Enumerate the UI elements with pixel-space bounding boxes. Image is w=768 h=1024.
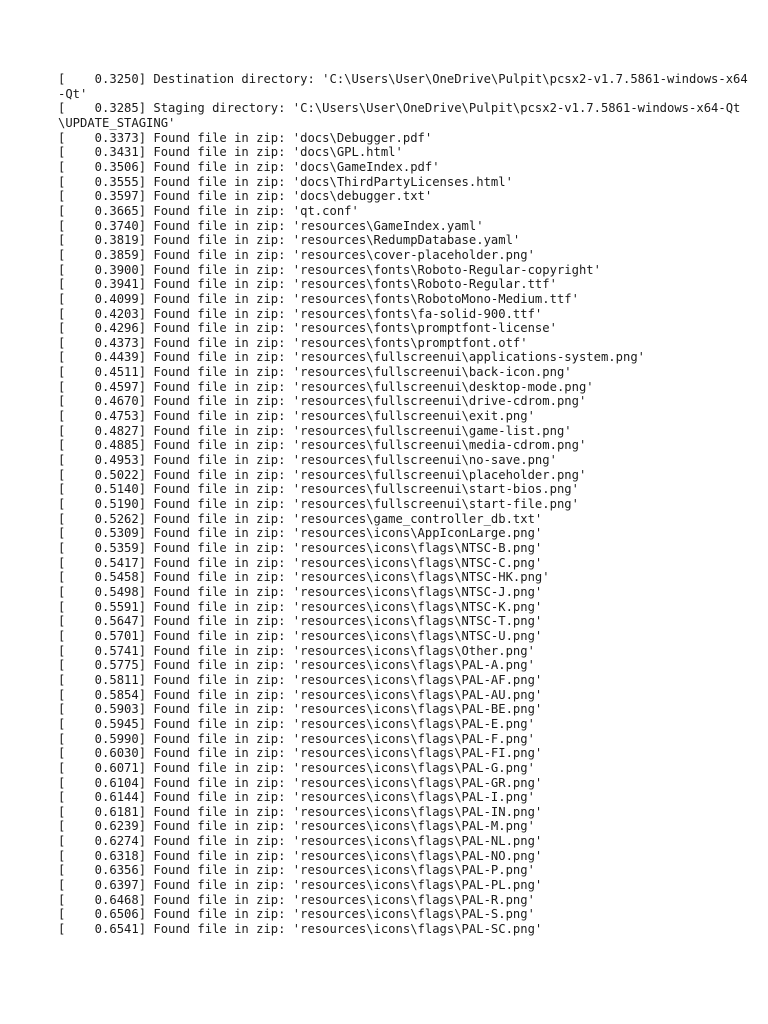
log-line: [ 0.5458] Found file in zip: 'resources\icons\flags\NTSC-HK.png' <box>58 570 550 585</box>
log-line: [ 0.4885] Found file in zip: 'resources\fullscreenui\media-cdrom.png' <box>58 438 587 453</box>
log-line: [ 0.6274] Found file in zip: 'resources\icons\flags\PAL-NL.png' <box>58 834 543 849</box>
log-line: [ 0.5647] Found file in zip: 'resources\icons\flags\NTSC-T.png' <box>58 614 543 629</box>
log-line: [ 0.5990] Found file in zip: 'resources\icons\flags\PAL-F.png' <box>58 731 535 746</box>
log-output <box>58 72 748 937</box>
log-line: [ 0.4099] Found file in zip: 'resources\fonts\RobotoMono-Medium.ttf' <box>58 291 579 306</box>
log-line: [ 0.5591] Found file in zip: 'resources\icons\flags\NTSC-K.png' <box>58 599 543 614</box>
log-line: [ 0.4597] Found file in zip: 'resources\fullscreenui\desktop-mode.png' <box>58 379 594 394</box>
log-line: [ 0.5359] Found file in zip: 'resources\icons\flags\NTSC-B.png' <box>58 541 543 555</box>
log-line: [ 0.3900] Found file in zip: 'resources\fonts\Roboto-Regular-copyright' <box>58 262 601 277</box>
log-line: [ 0.5741] Found file in zip: 'resources\icons\flags\Other.png' <box>58 643 535 658</box>
log-line: [ 0.5775] Found file in zip: 'resources\icons\flags\PAL-A.png' <box>58 658 535 673</box>
log-line: [ 0.5190] Found file in zip: 'resources\fullscreenui\start-file.png' <box>58 497 579 512</box>
log-line: [ 0.6318] Found file in zip: 'resources\icons\flags\PAL-NO.png' <box>58 848 543 863</box>
log-line: [ 0.6356] Found file in zip: 'resources\icons\flags\PAL-P.png' <box>58 863 535 878</box>
log-line: [ 0.4373] Found file in zip: 'resources\fonts\promptfont.otf' <box>58 335 528 350</box>
log-line: [ 0.6144] Found file in zip: 'resources\icons\flags\PAL-I.png' <box>58 790 535 805</box>
log-line: [ 0.3941] Found file in zip: 'resources\fonts\Roboto-Regular.ttf' <box>58 277 557 292</box>
log-line: [ 0.4753] Found file in zip: 'resources\fullscreenui\exit.png' <box>58 409 535 424</box>
log-line: [ 0.6071] Found file in zip: 'resources\icons\flags\PAL-G.png' <box>58 760 535 775</box>
log-line: [ 0.6104] Found file in zip: 'resources\icons\flags\PAL-GR.png' <box>58 775 543 790</box>
log-line: [ 0.4296] Found file in zip: 'resources\fonts\promptfont-license' <box>58 321 557 336</box>
log-line: [ 0.4670] Found file in zip: 'resources\fullscreenui\drive-cdrom.png' <box>58 394 587 409</box>
log-line: [ 0.3819] Found file in zip: 'resources\RedumpDatabase.yaml' <box>58 233 521 248</box>
log-line: [ 0.5140] Found file in zip: 'resources\fullscreenui\start-bios.png' <box>58 482 579 497</box>
log-line: [ 0.5262] Found file in zip: 'resources\game_controller_db.txt' <box>58 511 543 526</box>
log-line: [ 0.6030] Found file in zip: 'resources\icons\flags\PAL-FI.png' <box>58 746 543 761</box>
log-line: [ 0.4203] Found file in zip: 'resources\fonts\fa-solid-900.ttf' <box>58 306 543 321</box>
log-line: [ 0.5701] Found file in zip: 'resources\icons\flags\NTSC-U.png' <box>58 628 543 643</box>
log-line: [ 0.4827] Found file in zip: 'resources\fullscreenui\game-list.png' <box>58 423 572 438</box>
log-line: [ 0.6541] Found file in zip: 'resources\icons\flags\PAL-SC.png' <box>58 922 543 937</box>
log-line: [ 0.4953] Found file in zip: 'resources\fullscreenui\no-save.png' <box>58 453 557 468</box>
log-line: [ 0.5854] Found file in zip: 'resources\icons\flags\PAL-AU.png' <box>58 687 543 702</box>
log-line: [ 0.6181] Found file in zip: 'resources\icons\flags\PAL-IN.png' <box>58 804 543 819</box>
log-line: [ 0.3555] Found file in zip: 'docs\ThirdPartyLicenses.html' <box>58 174 513 189</box>
log-line: [ 0.6397] Found file in zip: 'resources\icons\flags\PAL-PL.png' <box>58 878 543 893</box>
log-line-staging-directory: [ 0.3285] Staging directory: 'C:\Users\User\OneDrive\Pulpit\pcsx2-v1.7.5861-windows-x64-Qt\UPDATE_STAGING' <box>58 101 741 130</box>
log-line: [ 0.5022] Found file in zip: 'resources\fullscreenui\placeholder.png' <box>58 467 587 482</box>
log-line: [ 0.3740] Found file in zip: 'resources\GameIndex.yaml' <box>58 218 484 233</box>
log-line: [ 0.3506] Found file in zip: 'docs\GameIndex.pdf' <box>58 159 440 174</box>
log-line: [ 0.4439] Found file in zip: 'resources\fullscreenui\applications-system.png' <box>58 350 645 365</box>
log-line: [ 0.3597] Found file in zip: 'docs\debugger.txt' <box>58 189 433 204</box>
log-line: [ 0.4511] Found file in zip: 'resources\fullscreenui\back-icon.png' <box>58 365 572 380</box>
log-line: [ 0.5498] Found file in zip: 'resources\icons\flags\NTSC-J.png' <box>58 584 543 599</box>
log-line: [ 0.5417] Found file in zip: 'resources\icons\flags\NTSC-C.png' <box>58 555 543 570</box>
log-line: [ 0.3373] Found file in zip: 'docs\Debugger.pdf' <box>58 130 433 145</box>
log-line: [ 0.3665] Found file in zip: 'qt.conf' <box>58 203 359 218</box>
log-line: [ 0.3859] Found file in zip: 'resources\cover-placeholder.png' <box>58 247 535 262</box>
log-line: [ 0.5811] Found file in zip: 'resources\icons\flags\PAL-AF.png' <box>58 672 543 687</box>
log-line: [ 0.5945] Found file in zip: 'resources\icons\flags\PAL-E.png' <box>58 716 535 731</box>
found-files-list <box>58 131 748 937</box>
log-line: [ 0.6239] Found file in zip: 'resources\icons\flags\PAL-M.png' <box>58 819 535 834</box>
log-line: [ 0.5903] Found file in zip: 'resources\icons\flags\PAL-BE.png' <box>58 702 543 717</box>
log-line: [ 0.6468] Found file in zip: 'resources\icons\flags\PAL-R.png' <box>58 892 535 907</box>
log-line: [ 0.3431] Found file in zip: 'docs\GPL.html' <box>58 145 403 160</box>
log-line: [ 0.5309] Found file in zip: 'resources\icons\AppIconLarge.png' <box>58 526 543 541</box>
log-line: [ 0.6506] Found file in zip: 'resources\icons\flags\PAL-S.png' <box>58 907 535 922</box>
log-line-destination-directory: [ 0.3250] Destination directory: 'C:\Users\User\OneDrive\Pulpit\pcsx2-v1.7.5861-windows-x64-Qt' <box>58 72 748 101</box>
